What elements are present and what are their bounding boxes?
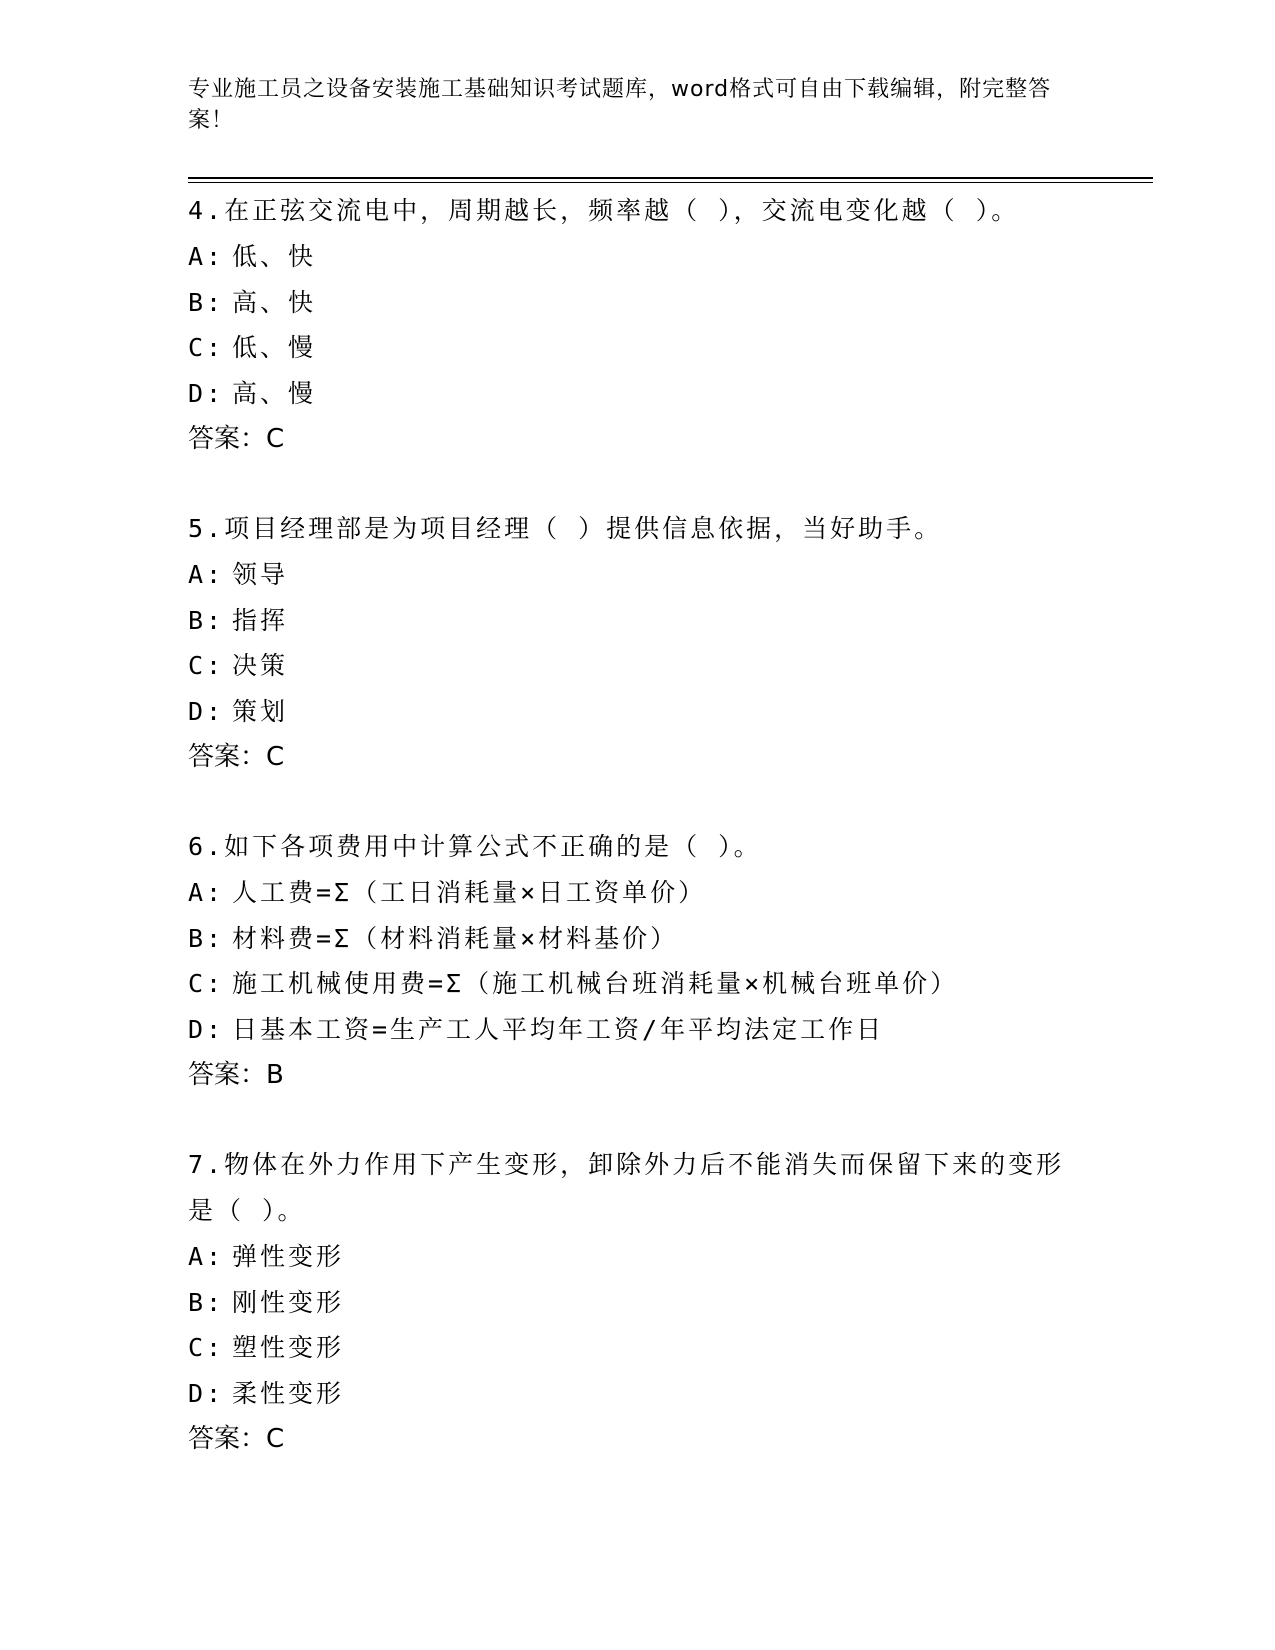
answer-line: 答案：B (188, 1060, 284, 1090)
question-stem: 4.在正弦交流电中，周期越长，频率越（ ），交流电变化越（ ）。 (188, 196, 1020, 225)
option-text: 领导 (232, 560, 289, 589)
option-text: 策划 (232, 696, 289, 726)
option-letter: B: (188, 1287, 225, 1317)
question-stem: 5.项目经理部是为项目经理（ ）提供信息依据，当好助手。 (188, 514, 943, 543)
option-letter: A: (188, 560, 225, 589)
option-a (188, 1234, 1088, 1280)
option-letter: C: (188, 651, 225, 680)
option-text: 低、快 (232, 242, 317, 271)
option-b (188, 1280, 1088, 1326)
option-text: 弹性变形 (232, 1242, 345, 1271)
option-c (188, 325, 1088, 371)
option-b (188, 598, 1088, 644)
option-b (188, 280, 1088, 326)
option-text: 刚性变形 (232, 1287, 345, 1317)
option-letter: C: (188, 333, 225, 362)
option-letter: D: (188, 1378, 225, 1408)
option-text: 塑性变形 (232, 1333, 345, 1362)
option-letter: A: (188, 1242, 225, 1271)
option-text: 低、慢 (232, 333, 317, 362)
option-c (188, 643, 1088, 689)
option-text: 材料费=Σ（材料消耗量×材料基价） (232, 923, 679, 953)
option-letter: B: (188, 605, 225, 635)
option-c (188, 961, 1088, 1007)
option-d (188, 1371, 1088, 1417)
question-5 (188, 506, 1088, 780)
option-a (188, 870, 1088, 916)
option-a (188, 552, 1088, 598)
option-text: 决策 (232, 651, 289, 680)
option-d (188, 371, 1088, 417)
question-4 (188, 188, 1088, 462)
answer-line: 答案：C (188, 424, 285, 454)
question-stem: 7.物体在外力作用下产生变形，卸除外力后不能消失而保留下来的变形是（ ）。 (188, 1150, 1065, 1225)
option-letter: B: (188, 923, 225, 953)
header-divider-thin (188, 182, 1153, 183)
option-letter: A: (188, 242, 225, 271)
option-letter: D: (188, 378, 225, 408)
option-a (188, 234, 1088, 280)
question-stem: 6.如下各项费用中计算公式不正确的是（ ）。 (188, 832, 762, 861)
option-text: 指挥 (232, 605, 289, 635)
option-text: 高、慢 (232, 378, 317, 408)
option-letter: A: (188, 878, 225, 907)
option-letter: C: (188, 1333, 225, 1362)
option-b (188, 916, 1088, 962)
option-letter: C: (188, 969, 225, 998)
option-text: 高、快 (232, 287, 317, 317)
answer-line: 答案：C (188, 1424, 285, 1454)
option-d (188, 1007, 1088, 1053)
option-d (188, 689, 1088, 735)
option-text: 施工机械使用费=Σ（施工机械台班消耗量×机械台班单价） (232, 969, 959, 998)
question-6 (188, 824, 1088, 1098)
answer-line: 答案：C (188, 742, 285, 772)
option-c (188, 1325, 1088, 1371)
option-text: 柔性变形 (232, 1378, 345, 1408)
header-divider-thick (188, 177, 1153, 179)
option-text: 人工费=Σ（工日消耗量×日工资单价） (232, 878, 707, 907)
document-header: 专业施工员之设备安装施工基础知识考试题库，word格式可自由下载编辑，附完整答案！ (188, 77, 1052, 133)
option-letter: D: (188, 696, 225, 726)
option-text: 日基本工资=生产工人平均年工资/年平均法定工作日 (232, 1014, 885, 1044)
question-7 (188, 1142, 1088, 1462)
option-letter: D: (188, 1014, 225, 1044)
option-letter: B: (188, 287, 225, 317)
